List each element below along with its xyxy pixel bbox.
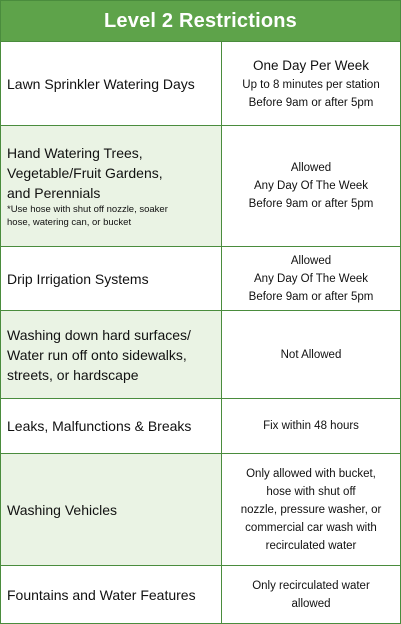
activity-label: Water run off onto sidewalks, [7,346,187,363]
activity-cell [1,566,222,623]
rule-text: Before 9am or after 5pm [248,96,374,109]
rule-text: Before 9am or after 5pm [248,290,374,303]
activity-label: Vegetable/Fruit Gardens, [7,165,163,181]
activity-cell [1,42,222,125]
activity-cell [1,454,222,565]
table-row-lawn-sprinkler [1,41,400,125]
rule-cell [222,399,400,453]
activity-label: Fountains and Water Features [7,586,196,603]
activity-label: Washing down hard surfaces/ [7,326,191,343]
activity-label: Leaks, Malfunctions & Breaks [7,418,192,434]
activity-label: Drip Irrigation Systems [7,270,149,287]
rule-text: Only allowed with bucket, [246,467,376,480]
rule-text: Any Day Of The Week [254,272,368,285]
table-title: Level 2 Restrictions [1,1,400,41]
table-row-hard-surfaces [1,310,400,398]
activity-cell [1,126,222,246]
rule-cell [222,454,400,565]
activity-note: *Use hose with shut off nozzle, soaker [7,204,168,215]
table-row-drip-irrigation [1,246,400,310]
activity-note: hose, watering can, or bucket [7,217,132,228]
rule-text: commercial car wash with [245,521,377,534]
rule-text: Allowed [290,254,332,267]
rule-text: recirculated water [265,539,357,552]
rule-text: Allowed [290,162,332,174]
rule-text: allowed [291,597,331,610]
activity-label: Lawn Sprinkler Watering Days [7,75,195,92]
activity-cell [1,247,222,310]
rule-text: hose with shut off [266,485,356,498]
rule-text: Only recirculated water [252,579,370,592]
rule-cell [222,311,400,398]
activity-cell [1,399,222,453]
rule-text: One Day Per Week [252,57,370,73]
rule-cell [222,126,400,246]
activity-label: streets, or hardscape [7,366,139,383]
rule-text: Any Day Of The Week [254,180,368,192]
activity-label: Hand Watering Trees, [7,145,143,161]
rule-text: Up to 8 minutes per station [242,78,380,91]
activity-label: Washing Vehicles [7,501,117,518]
rule-text: nozzle, pressure washer, or [240,503,382,516]
rule-text: Not Allowed [280,348,342,361]
table-row-leaks [1,398,400,453]
rule-cell [222,42,400,125]
rule-cell [222,566,400,623]
activity-cell [1,311,222,398]
rule-cell [222,247,400,310]
rule-text: Before 9am or after 5pm [248,198,374,210]
table-row-washing-vehicles [1,453,400,565]
table-row-fountains [1,565,400,623]
table-row-hand-watering [1,125,400,246]
rule-text: Fix within 48 hours [263,420,359,432]
activity-label: and Perennials [7,185,101,201]
